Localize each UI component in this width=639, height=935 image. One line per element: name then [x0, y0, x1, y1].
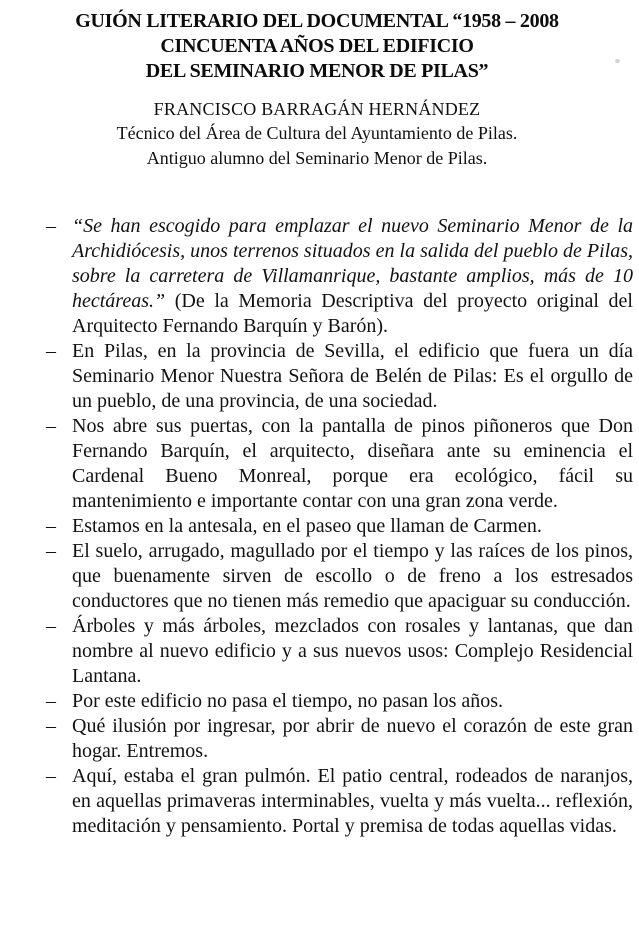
- author-name: FRANCISCO BARRAGÁN HERNÁNDEZ: [153, 99, 481, 119]
- author-role-2: Antiguo alumno del Seminario Menor de Pilas.: [146, 148, 488, 168]
- quote-attribution: (De la Memoria Descriptiva del proyecto original del Arquitecto Fernando Barquín y Barón).: [72, 290, 633, 337]
- document-title-line-2: CINCUENTA AÑOS DEL EDIFICIO: [160, 35, 474, 57]
- script-line: [46, 714, 633, 764]
- script-line-text: Qué ilusión por ingresar, por abrir de nuevo el corazón de este gran hogar. Entremos.: [72, 715, 633, 762]
- bullet-dash: –: [46, 540, 56, 562]
- bullet-dash: –: [46, 615, 56, 637]
- bullet-dash: –: [46, 690, 56, 712]
- bullet-dash: –: [46, 415, 56, 437]
- page-content: [46, 0, 633, 839]
- script-line: [46, 514, 633, 539]
- script-line-text: Aquí, estaba el gran pulmón. El patio central, rodeados de naranjos, en aquellas primaveras interminables, vuelta y más vuelta... reflexión, meditación y pensamiento. Portal y premisa de todas aquellas vidas.: [72, 765, 633, 837]
- script-line-text: Árboles y más árboles, mezclados con rosales y lantanas, que dan nombre al nuevo edificio y a sus nuevos usos: Complejo Residencial Lantana.: [72, 615, 633, 687]
- document-header: [46, 0, 588, 171]
- bullet-dash: –: [46, 715, 56, 737]
- script-line: [46, 414, 633, 514]
- script-line-text: En Pilas, en la provincia de Sevilla, el edificio que fuera un día Seminario Menor Nuestra Señora de Belén de Pilas: Es el orgullo de un pueblo, de una provincia, de una sociedad.: [72, 340, 633, 412]
- script-line: [46, 339, 633, 414]
- script-line: [46, 614, 633, 689]
- quote-italic: “Se han escogido para emplazar el nuevo Seminario Menor de la Archidiócesis, unos terrenos situados en la salida del pueblo de Pilas, sobre la carretera de Villamanrique, bastante amplios, más de 10 hectáreas.”: [72, 215, 633, 312]
- script-line-text: Nos abre sus puertas, con la pantalla de pinos piñoneros que Don Fernando Barquín, el arquitecto, diseñara ante su eminencia el Cardenal Bueno Monreal, porque era ecológico, fácil su mantenimiento e importante contar con una gran zona verde.: [72, 415, 633, 512]
- bullet-dash: –: [46, 765, 56, 787]
- bullet-dash: –: [46, 215, 56, 237]
- script-list: [46, 214, 633, 839]
- script-line: [46, 539, 633, 614]
- bullet-dash: –: [46, 340, 56, 362]
- script-line-text: Estamos en la antesala, en el paseo que llaman de Carmen.: [72, 515, 542, 537]
- script-line-text: El suelo, arrugado, magullado por el tiempo y las raíces de los pinos, que buenamente sirven de escollo o de freno a los estresados conductores que no tienen más remedio que apaciguar su conducción.: [72, 540, 633, 612]
- script-line: [46, 689, 633, 714]
- document-title-line-3: DEL SEMINARIO MENOR DE PILAS”: [145, 60, 489, 82]
- script-line: [46, 214, 633, 339]
- author-role-1: Técnico del Área de Cultura del Ayuntamiento de Pilas.: [116, 123, 518, 143]
- bullet-dash: –: [46, 515, 56, 537]
- script-line: [46, 764, 633, 839]
- document-title-line-1: GUIÓN LITERARIO DEL DOCUMENTAL “1958 – 2008: [75, 10, 559, 32]
- script-line-text: Por este edificio no pasa el tiempo, no pasan los años.: [72, 690, 504, 712]
